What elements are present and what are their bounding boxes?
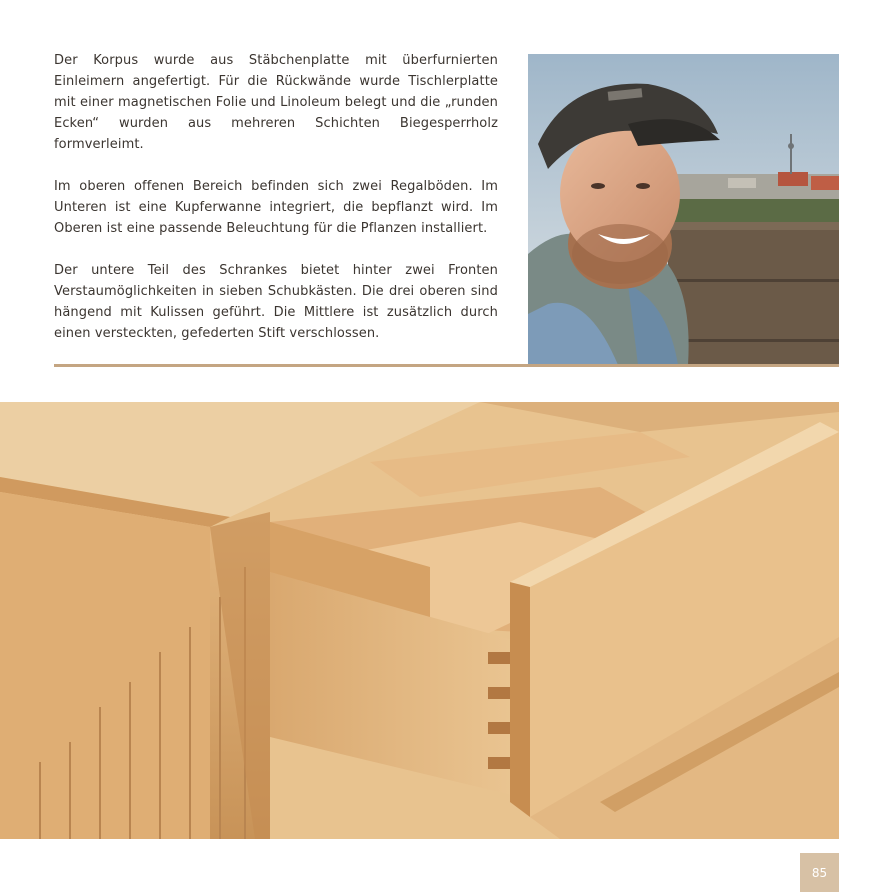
paragraph-2: Im oberen offenen Bereich befinden sich zwei Regalböden. Im Unteren ist eine Kupferwanne integriert, die bepflanzt wird. Im Oberen ist eine passende Beleuchtung für die Pflanzen installiert. [54,179,498,236]
page-number-badge [800,853,839,892]
drawer-illustration [0,402,839,839]
divider-rule [54,364,839,367]
paragraph-3: Der untere Teil des Schrankes bietet hinter zwei Fronten Verstaumöglichkeiten in sieben Schubkästen. Die drei oberen sind hängend mit Kulissen geführt. Die Mittlere ist zusätzlich durch einen versteckten, gefederten Stift verschlossen. [54,263,498,341]
portrait-photo [528,54,839,365]
body-text [54,50,498,365]
portrait-illustration [528,54,839,365]
drawer-photo [0,402,839,839]
paragraph-1: Der Korpus wurde aus Stäbchenplatte mit überfurnierten Einleimern angefertigt. Für die Rückwände wurde Tischlerplatte mit einer magnetischen Folie und Linoleum belegt und die „runden Ecken“ wurden aus mehreren Schichten Biegesperrholz formverleimt. [54,53,498,152]
page-number: 85 [811,865,828,880]
